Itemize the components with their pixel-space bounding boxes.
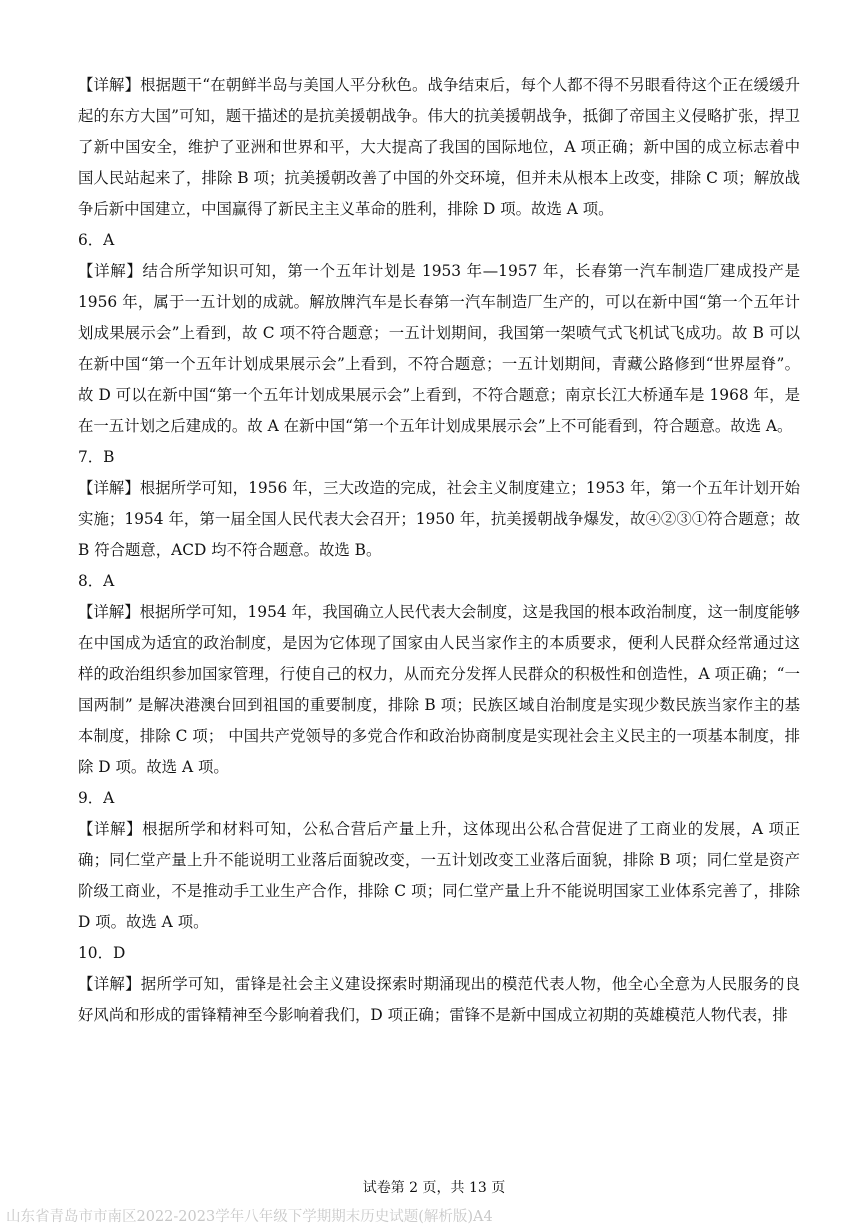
answer-number-10: 10．D	[78, 944, 126, 962]
page-footer: 试卷第 2 页，共 13 页	[362, 1180, 506, 1196]
answer-block-7	[78, 442, 800, 566]
detail-paragraph-7: 【详解】根据所学可知，1956 年，三大改造的完成，社会主义制度建立；1953 年，第一个五年计划开始实施；1954 年，第一届全国人民代表大会召开；1950 年，抗美援朝战争爆发，故④②③①符合题意；故 B 符合题意，ACD 均不符合题意。故选 B。	[78, 479, 800, 559]
detail-paragraph-8: 【详解】根据所学可知，1954 年，我国确立人民代表大会制度，这是我国的根本政治制度，这一制度能够在中国成为适宜的政治制度，是因为它体现了国家由人民当家作主的本质要求，便利人民群众经常通过这样的政治组织参加国家管理，行使自己的权力，从而充分发挥人民群众的积极性和创造性，A 项正确；“一国两制” 是解决港澳台回到祖国的重要制度，排除 B 项；民族区域自治制度是实现少数民族当家作主的基本制度，排除 C 项； 中国共产党领导的多党合作和政治协商制度是实现社会主义民主的一项基本制度，排除 D 项。故选 A 项。	[78, 603, 800, 776]
answer-block-6	[78, 225, 800, 442]
detail-paragraph-5: 【详解】根据题干“在朝鲜半岛与美国人平分秋色。战争结束后，每个人都不得不另眼看待这个正在缓缓升起的东方大国”可知，题干描述的是抗美援朝战争。伟大的抗美援朝战争，抵御了帝国主义侵略扩张，捍卫了新中国安全，维护了亚洲和世界和平，大大提高了我国的国际地位，A 项正确；新中国的成立标志着中国人民站起来了，排除 B 项；抗美援朝改善了中国的外交环境，但并未从根本上改变，排除 C 项；解放战争后新中国建立，中国赢得了新民主主义革命的胜利，排除 D 项。故选 A 项。	[78, 76, 800, 218]
answer-number-9: 9．A	[78, 789, 115, 807]
answer-number-6: 6．A	[78, 231, 115, 249]
answer-block-8	[78, 566, 800, 783]
answer-number-8: 8．A	[78, 572, 115, 590]
answer-block-10	[78, 938, 800, 1031]
answer-block-5	[78, 70, 800, 225]
answer-number-7: 7．B	[78, 448, 115, 466]
answer-block-9	[78, 783, 800, 938]
detail-paragraph-9: 【详解】根据所学和材料可知，公私合营后产量上升，这体现出公私合营促进了工商业的发展，A 项正确；同仁堂产量上升不能说明工业落后面貌改变，一五计划改变工业落后面貌，排除 B 项；同仁堂是资产阶级工商业，不是推动手工业生产合作，排除 C 项；同仁堂产量上升不能说明国家工业体系完善了，排除 D 项。故选 A 项。	[78, 820, 800, 931]
answer-content	[78, 70, 800, 1031]
detail-paragraph-6: 【详解】结合所学知识可知，第一个五年计划是 1953 年—1957 年，长春第一汽车制造厂建成投产是 1956 年，属于一五计划的成就。解放牌汽车是长春第一汽车制造厂生产的，可以在新中国“第一个五年计划成果展示会”上看到，故 C 项不符合题意；一五计划期间，我国第一架喷气式飞机试飞成功。故 B 可以在新中国“第一个五年计划成果展示会”上看到，不符合题意；一五计划期间，青藏公路修到“世界屋脊”。故 D 可以在新中国“第一个五年计划成果展示会”上看到，不符合题意；南京长江大桥通车是 1968 年，是在一五计划之后建成的。故 A 在新中国“第一个五年计划成果展示会”上不可能看到，符合题意。故选 A。	[78, 262, 800, 435]
detail-paragraph-10: 【详解】据所学可知，雷锋是社会主义建设探索时期涌现出的模范代表人物，他全心全意为人民服务的良好风尚和形成的雷锋精神至今影响着我们，D 项正确；雷锋不是新中国成立初期的英雄模范人物代表，排	[78, 975, 800, 1024]
document-watermark: 山东省青岛市市南区2022-2023学年八年级下学期期末历史试题(解析版)A4	[6, 1209, 493, 1225]
